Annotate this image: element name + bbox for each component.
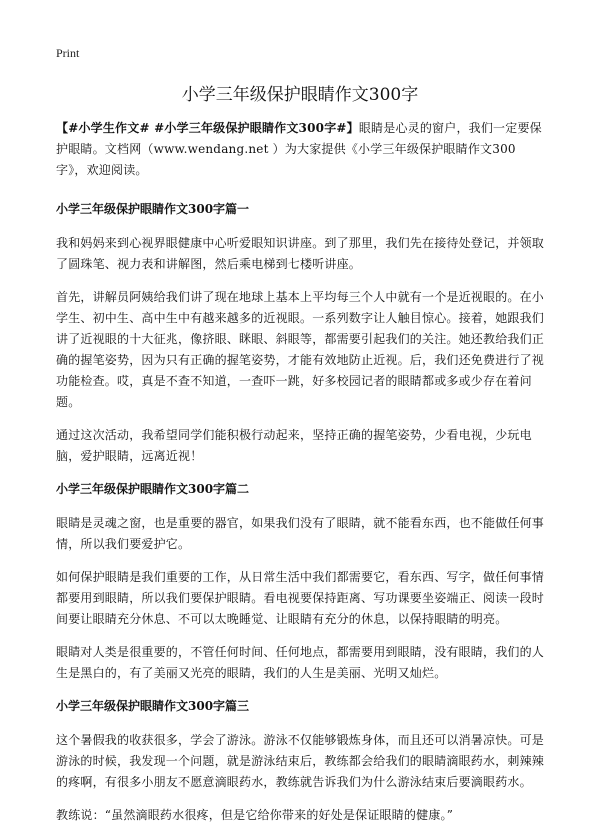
section-heading-3: 小学三年级保护眼睛作文300字篇三 xyxy=(56,699,250,713)
paragraph: 如何保护眼睛是我们重要的工作，从日常生活中我们都需要它，看东西、写字，做任何事情都要用到眼睛，所以我们要保护眼睛。看电视要保持距离、写功课要坐姿端正、阅读一段时间要让眼睛充分休息、不可以太晚睡觉、让眼睛有充分的休息，以保持眼睛的明亮。 xyxy=(56,570,545,626)
paragraph: 我和妈妈来到心视界眼健康中心听爱眼知识讲座。到了那里，我们先在接待处登记，并领取了圆珠笔、视力表和讲解图，然后乘电梯到七楼听讲座。 xyxy=(56,236,545,271)
paragraph: 通过这次活动，我希望同学们能积极行动起来，坚持正确的握笔姿势，少看电视，少玩电脑，爱护眼睛，远离近视！ xyxy=(56,428,532,463)
paragraph: 眼睛对人类是很重要的，不管任何时间、任何地点，都需要用到眼睛，没有眼睛，我们的人生是黑白的，有了美丽又光亮的眼睛，我们的人生是美丽、光明又灿烂。 xyxy=(56,645,545,680)
intro-paragraph xyxy=(56,118,546,181)
page-title: 小学三年级保护眼睛作文300字 xyxy=(181,85,419,105)
article-body xyxy=(56,118,546,838)
print-link[interactable]: Print xyxy=(56,46,80,60)
section-heading-2: 小学三年级保护眼睛作文300字篇二 xyxy=(56,482,250,496)
paragraph: 首先，讲解员阿姨给我们讲了现在地球上基本上平均每三个人中就有一个是近视眼的。在小学生、初中生、高中生中有越来越多的近视眼。一系列数字让人触目惊心。接着，她跟我们讲了近视眼的十大征兆，像挤眼、眯眼、斜眼等，都需要引起我们的关注。她还教给我们正确的握笔姿势，因为只有正确的握笔姿势，才能有效地防止近视。后，我们还免费进行了视功能检查。哎，真是不查不知道，一查吓一跳，好多校园记者的眼睛都或多或少存在着问题。 xyxy=(56,290,545,409)
intro-text: 眼睛是心灵的窗户，我们一定要保护眼睛。文档网（www.wendang.net ）为大家提供《小学三年级保护眼睛作文300字》，欢迎阅读。 xyxy=(56,121,542,177)
paragraph: 这个暑假我的收获很多，学会了游泳。游泳不仅能够锻炼身体，而且还可以消暑凉快。可是游泳的时候，我发现一个问题，就是游泳结束后，教练都会给我们的眼睛滴眼药水，刺辣辣的疼啊，有很多小朋友不愿意滴眼药水，教练就告诉我们为什么游泳结束后要滴眼药水。 xyxy=(56,733,545,789)
intro-tag: 【#小学生作文# #小学三年级保护眼睛作文300字#】 xyxy=(56,121,359,135)
section-heading-1: 小学三年级保护眼睛作文300字篇一 xyxy=(56,202,250,216)
paragraph: 教练说：“虽然滴眼药水很疼，但是它给你带来的好处是保证眼睛的健康。” xyxy=(56,808,454,822)
paragraph: 眼睛是灵魂之窗，也是重要的器官，如果我们没有了眼睛，就不能看东西，也不能做任何事情，所以我们要爱护它。 xyxy=(56,516,545,551)
